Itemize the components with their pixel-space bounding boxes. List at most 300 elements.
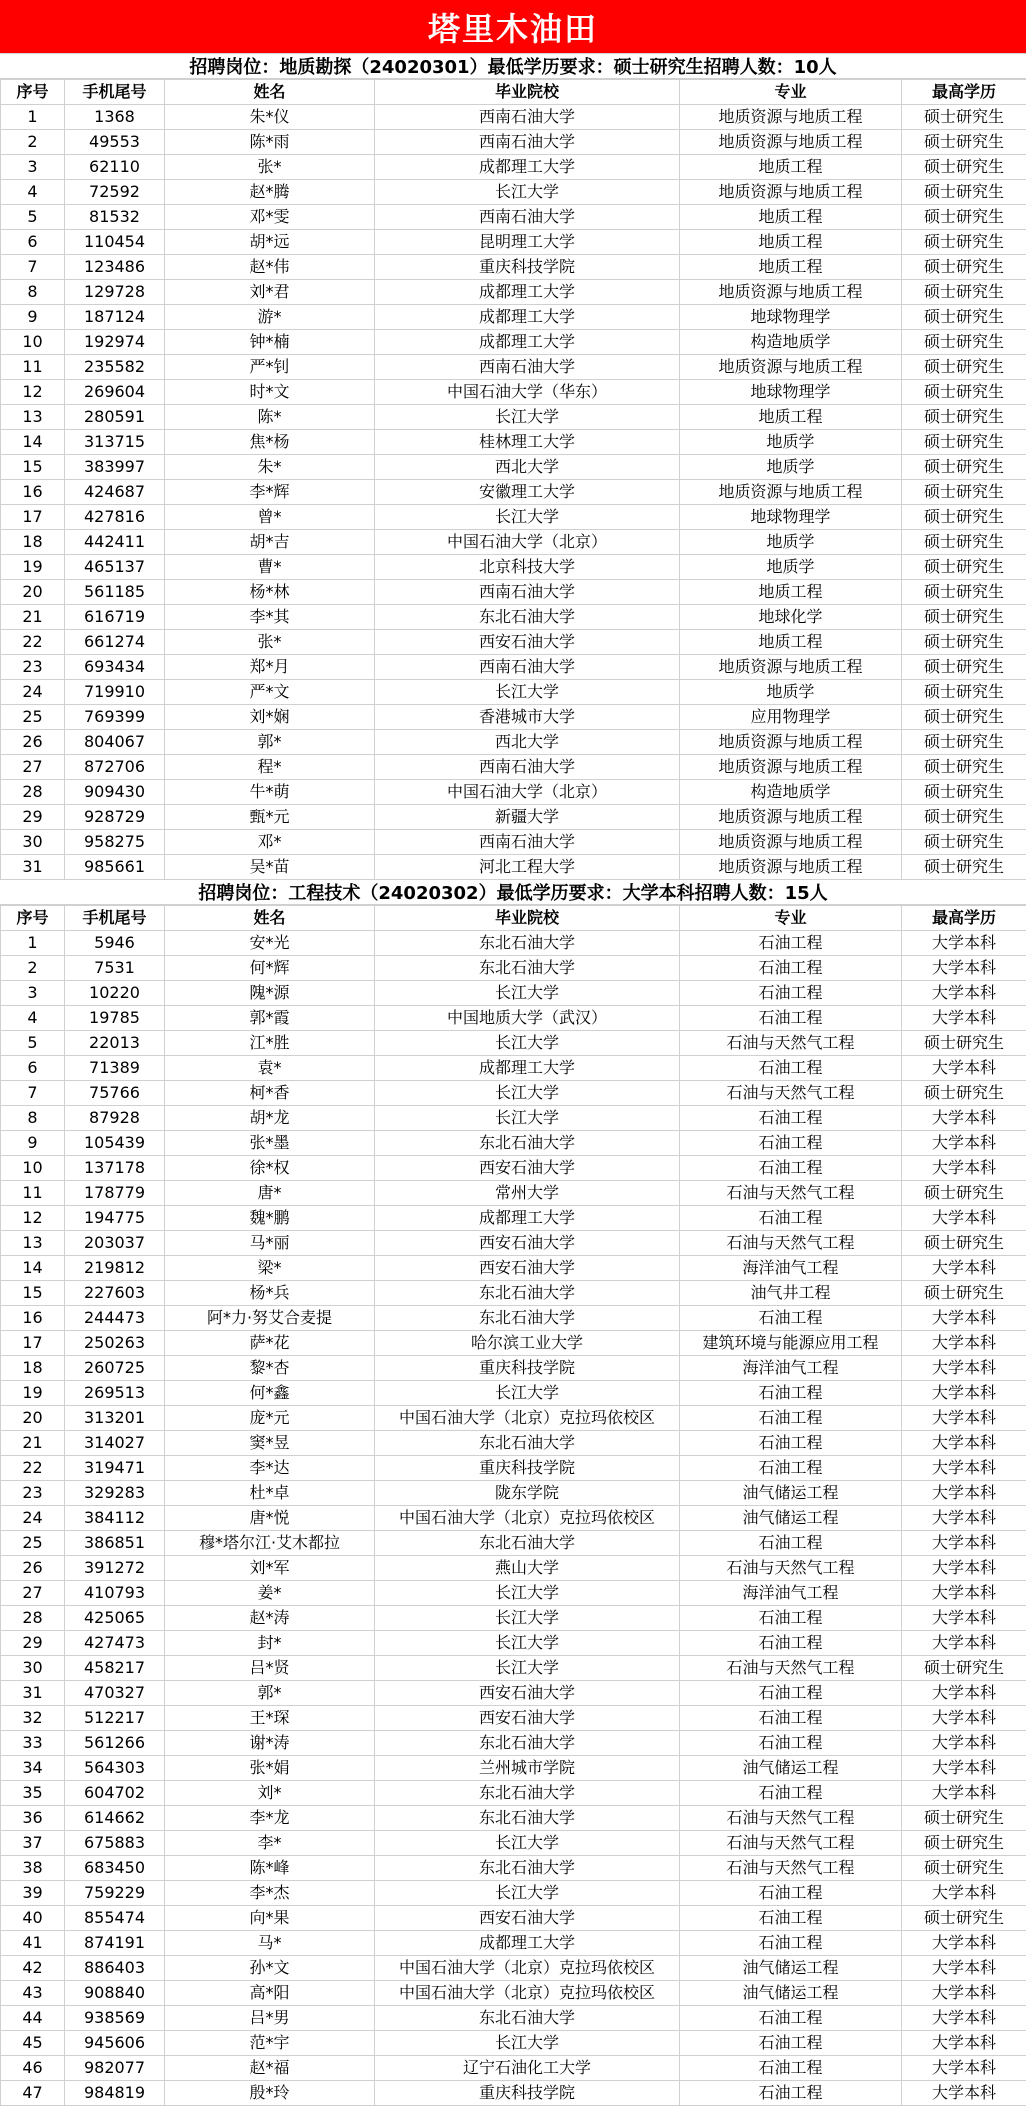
cell-degree: 大学本科 [902, 1756, 1026, 1781]
cell-index: 23 [1, 655, 65, 680]
cell-index: 15 [1, 455, 65, 480]
cell-degree: 大学本科 [902, 1106, 1026, 1131]
cell-degree: 硕士研究生 [902, 1231, 1026, 1256]
cell-phone-suffix: 945606 [65, 2031, 165, 2056]
cell-degree: 硕士研究生 [902, 830, 1026, 855]
cell-school: 中国石油大学（华东） [375, 380, 680, 405]
cell-phone-suffix: 81532 [65, 205, 165, 230]
cell-degree: 大学本科 [902, 1206, 1026, 1231]
cell-degree: 硕士研究生 [902, 1656, 1026, 1681]
cell-name: 李*杰 [165, 1881, 375, 1906]
cell-phone-suffix: 886403 [65, 1956, 165, 1981]
table-row [1, 1356, 1026, 1381]
cell-school: 成都理工大学 [375, 330, 680, 355]
cell-phone-suffix: 313201 [65, 1406, 165, 1431]
table-row [1, 1056, 1026, 1081]
cell-major: 建筑环境与能源应用工程 [680, 1331, 902, 1356]
cell-name: 张*娟 [165, 1756, 375, 1781]
cell-school: 东北石油大学 [375, 1781, 680, 1806]
table-geology [0, 79, 1026, 880]
cell-phone-suffix: 260725 [65, 1356, 165, 1381]
cell-school: 西南石油大学 [375, 655, 680, 680]
cell-phone-suffix: 49553 [65, 130, 165, 155]
cell-major: 石油工程 [680, 1931, 902, 1956]
cell-degree: 硕士研究生 [902, 1856, 1026, 1881]
cell-school: 东北石油大学 [375, 1431, 680, 1456]
cell-school: 燕山大学 [375, 1556, 680, 1581]
cell-name: 牛*萌 [165, 780, 375, 805]
cell-index: 32 [1, 1706, 65, 1731]
cell-phone-suffix: 804067 [65, 730, 165, 755]
cell-name: 程* [165, 755, 375, 780]
cell-major: 石油工程 [680, 1456, 902, 1481]
cell-degree: 硕士研究生 [902, 105, 1026, 130]
cell-school: 长江大学 [375, 1631, 680, 1656]
cell-degree: 硕士研究生 [902, 530, 1026, 555]
cell-phone-suffix: 616719 [65, 605, 165, 630]
cell-school: 长江大学 [375, 981, 680, 1006]
cell-index: 8 [1, 1106, 65, 1131]
cell-name: 黎*杏 [165, 1356, 375, 1381]
cell-phone-suffix: 269604 [65, 380, 165, 405]
cell-major: 石油工程 [680, 1006, 902, 1031]
cell-major: 地质工程 [680, 255, 902, 280]
cell-degree: 大学本科 [902, 1881, 1026, 1906]
cell-school: 长江大学 [375, 1106, 680, 1131]
cell-major: 石油工程 [680, 931, 902, 956]
cell-school: 成都理工大学 [375, 155, 680, 180]
table-row [1, 505, 1026, 530]
cell-index: 9 [1, 305, 65, 330]
cell-major: 石油工程 [680, 1531, 902, 1556]
cell-school: 西安石油大学 [375, 1156, 680, 1181]
cell-major: 石油与天然气工程 [680, 1656, 902, 1681]
cell-school: 长江大学 [375, 1606, 680, 1631]
cell-major: 地质资源与地质工程 [680, 130, 902, 155]
table-row [1, 1481, 1026, 1506]
cell-degree: 硕士研究生 [902, 205, 1026, 230]
cell-index: 23 [1, 1481, 65, 1506]
cell-major: 地质资源与地质工程 [680, 355, 902, 380]
cell-degree: 硕士研究生 [902, 1081, 1026, 1106]
table-row [1, 255, 1026, 280]
cell-index: 6 [1, 230, 65, 255]
cell-degree: 硕士研究生 [902, 280, 1026, 305]
cell-name: 刘* [165, 1781, 375, 1806]
cell-phone-suffix: 410793 [65, 1581, 165, 1606]
cell-index: 33 [1, 1731, 65, 1756]
cell-name: 曾* [165, 505, 375, 530]
table-row [1, 1106, 1026, 1131]
cell-phone-suffix: 105439 [65, 1131, 165, 1156]
table-row [1, 405, 1026, 430]
cell-name: 柯*香 [165, 1081, 375, 1106]
cell-major: 油气储运工程 [680, 1956, 902, 1981]
cell-school: 东北石油大学 [375, 605, 680, 630]
table-row [1, 1331, 1026, 1356]
cell-school: 西安石油大学 [375, 1906, 680, 1931]
cell-school: 重庆科技学院 [375, 1456, 680, 1481]
cell-degree: 大学本科 [902, 1056, 1026, 1081]
cell-name: 吕*男 [165, 2006, 375, 2031]
cell-degree: 硕士研究生 [902, 505, 1026, 530]
cell-name: 高*阳 [165, 1981, 375, 2006]
cell-index: 19 [1, 1381, 65, 1406]
cell-school: 安徽理工大学 [375, 480, 680, 505]
cell-major: 石油工程 [680, 1706, 902, 1731]
table-row [1, 480, 1026, 505]
cell-phone-suffix: 561185 [65, 580, 165, 605]
cell-phone-suffix: 928729 [65, 805, 165, 830]
cell-phone-suffix: 719910 [65, 680, 165, 705]
section-heading-geology: 招聘岗位：地质勘探（24020301）最低学历要求：硕士研究生招聘人数：10人 [0, 54, 1026, 79]
cell-phone-suffix: 178779 [65, 1181, 165, 1206]
cell-index: 28 [1, 780, 65, 805]
cell-major: 石油工程 [680, 1206, 902, 1231]
cell-name: 焦*杨 [165, 430, 375, 455]
cell-degree: 大学本科 [902, 1456, 1026, 1481]
cell-index: 7 [1, 1081, 65, 1106]
cell-phone-suffix: 19785 [65, 1006, 165, 1031]
cell-index: 22 [1, 1456, 65, 1481]
cell-degree: 硕士研究生 [902, 330, 1026, 355]
cell-name: 王*琛 [165, 1706, 375, 1731]
cell-school: 辽宁石油化工大学 [375, 2056, 680, 2081]
table-row [1, 1506, 1026, 1531]
cell-major: 地球物理学 [680, 380, 902, 405]
col-header-name: 姓名 [165, 80, 375, 105]
cell-name: 殷*玲 [165, 2081, 375, 2106]
cell-major: 海洋油气工程 [680, 1256, 902, 1281]
cell-name: 陈* [165, 405, 375, 430]
col-header-phone: 手机尾号 [65, 80, 165, 105]
cell-phone-suffix: 187124 [65, 305, 165, 330]
table-row [1, 1406, 1026, 1431]
cell-name: 李*其 [165, 605, 375, 630]
cell-name: 甄*元 [165, 805, 375, 830]
cell-degree: 大学本科 [902, 931, 1026, 956]
cell-index: 46 [1, 2056, 65, 2081]
cell-major: 地质学 [680, 680, 902, 705]
cell-degree: 硕士研究生 [902, 480, 1026, 505]
table-row [1, 205, 1026, 230]
cell-school: 成都理工大学 [375, 280, 680, 305]
cell-degree: 大学本科 [902, 1781, 1026, 1806]
cell-name: 袁* [165, 1056, 375, 1081]
table-row [1, 1381, 1026, 1406]
cell-major: 地质工程 [680, 580, 902, 605]
cell-index: 15 [1, 1281, 65, 1306]
cell-phone-suffix: 465137 [65, 555, 165, 580]
cell-major: 地质资源与地质工程 [680, 855, 902, 880]
cell-name: 郑*月 [165, 655, 375, 680]
cell-degree: 大学本科 [902, 1681, 1026, 1706]
table-row [1, 2081, 1026, 2106]
table-body-engineering [1, 931, 1026, 2106]
cell-index: 41 [1, 1931, 65, 1956]
col-header-index: 序号 [1, 80, 65, 105]
cell-major: 石油工程 [680, 1106, 902, 1131]
cell-major: 石油工程 [680, 1431, 902, 1456]
cell-index: 47 [1, 2081, 65, 2106]
table-row [1, 555, 1026, 580]
table-row [1, 1906, 1026, 1931]
cell-major: 地质工程 [680, 630, 902, 655]
cell-school: 香港城市大学 [375, 705, 680, 730]
cell-school: 西安石油大学 [375, 1231, 680, 1256]
cell-index: 4 [1, 180, 65, 205]
cell-index: 12 [1, 1206, 65, 1231]
table-row [1, 1131, 1026, 1156]
table-row [1, 1931, 1026, 1956]
cell-degree: 大学本科 [902, 2031, 1026, 2056]
cell-school: 西安石油大学 [375, 1706, 680, 1731]
cell-index: 4 [1, 1006, 65, 1031]
cell-name: 胡*吉 [165, 530, 375, 555]
table-row [1, 1081, 1026, 1106]
cell-index: 26 [1, 1556, 65, 1581]
col-header-school: 毕业院校 [375, 906, 680, 931]
cell-major: 地质资源与地质工程 [680, 105, 902, 130]
cell-degree: 大学本科 [902, 1306, 1026, 1331]
cell-index: 38 [1, 1856, 65, 1881]
cell-degree: 大学本科 [902, 1331, 1026, 1356]
cell-major: 石油工程 [680, 1381, 902, 1406]
cell-major: 海洋油气工程 [680, 1356, 902, 1381]
cell-major: 地质资源与地质工程 [680, 755, 902, 780]
table-row [1, 530, 1026, 555]
cell-school: 中国石油大学（北京）克拉玛依校区 [375, 1506, 680, 1531]
table-row [1, 1956, 1026, 1981]
cell-phone-suffix: 938569 [65, 2006, 165, 2031]
cell-major: 地质资源与地质工程 [680, 280, 902, 305]
cell-name: 萨*花 [165, 1331, 375, 1356]
cell-major: 石油工程 [680, 1056, 902, 1081]
table-row [1, 1981, 1026, 2006]
cell-degree: 硕士研究生 [902, 305, 1026, 330]
cell-degree: 硕士研究生 [902, 630, 1026, 655]
cell-phone-suffix: 203037 [65, 1231, 165, 1256]
cell-index: 6 [1, 1056, 65, 1081]
table-row [1, 1431, 1026, 1456]
cell-index: 16 [1, 1306, 65, 1331]
table-row [1, 230, 1026, 255]
cell-index: 20 [1, 1406, 65, 1431]
cell-phone-suffix: 874191 [65, 1931, 165, 1956]
cell-major: 油气储运工程 [680, 1481, 902, 1506]
cell-name: 赵*涛 [165, 1606, 375, 1631]
table-row [1, 780, 1026, 805]
cell-name: 陈*雨 [165, 130, 375, 155]
cell-degree: 大学本科 [902, 1706, 1026, 1731]
cell-school: 东北石油大学 [375, 1806, 680, 1831]
cell-school: 东北石油大学 [375, 1281, 680, 1306]
cell-school: 长江大学 [375, 1656, 680, 1681]
cell-phone-suffix: 769399 [65, 705, 165, 730]
page-title: 塔里木油田 [0, 0, 1026, 54]
cell-school: 东北石油大学 [375, 1856, 680, 1881]
cell-name: 朱*仪 [165, 105, 375, 130]
cell-school: 成都理工大学 [375, 1206, 680, 1231]
cell-index: 29 [1, 1631, 65, 1656]
cell-index: 18 [1, 1356, 65, 1381]
cell-index: 11 [1, 1181, 65, 1206]
cell-index: 36 [1, 1806, 65, 1831]
cell-index: 22 [1, 630, 65, 655]
table-row [1, 755, 1026, 780]
cell-degree: 硕士研究生 [902, 405, 1026, 430]
cell-phone-suffix: 424687 [65, 480, 165, 505]
cell-phone-suffix: 319471 [65, 1456, 165, 1481]
cell-major: 地质工程 [680, 155, 902, 180]
table-row [1, 1881, 1026, 1906]
cell-phone-suffix: 72592 [65, 180, 165, 205]
cell-phone-suffix: 280591 [65, 405, 165, 430]
col-header-name: 姓名 [165, 906, 375, 931]
cell-index: 19 [1, 555, 65, 580]
cell-index: 12 [1, 380, 65, 405]
cell-degree: 大学本科 [902, 1531, 1026, 1556]
cell-major: 地质学 [680, 455, 902, 480]
cell-degree: 硕士研究生 [902, 1831, 1026, 1856]
cell-degree: 大学本科 [902, 1731, 1026, 1756]
cell-degree: 大学本科 [902, 1581, 1026, 1606]
cell-major: 石油与天然气工程 [680, 1806, 902, 1831]
cell-school: 西南石油大学 [375, 580, 680, 605]
cell-index: 25 [1, 705, 65, 730]
cell-major: 地质学 [680, 430, 902, 455]
cell-degree: 大学本科 [902, 1956, 1026, 1981]
cell-degree: 大学本科 [902, 1431, 1026, 1456]
cell-school: 北京科技大学 [375, 555, 680, 580]
table-row [1, 330, 1026, 355]
cell-major: 石油工程 [680, 1881, 902, 1906]
cell-major: 地质资源与地质工程 [680, 830, 902, 855]
cell-phone-suffix: 227603 [65, 1281, 165, 1306]
cell-phone-suffix: 458217 [65, 1656, 165, 1681]
cell-degree: 硕士研究生 [902, 655, 1026, 680]
cell-index: 30 [1, 1656, 65, 1681]
cell-name: 刘*君 [165, 280, 375, 305]
cell-phone-suffix: 470327 [65, 1681, 165, 1706]
table-row [1, 1831, 1026, 1856]
cell-school: 新疆大学 [375, 805, 680, 830]
cell-name: 郭* [165, 730, 375, 755]
cell-degree: 大学本科 [902, 1481, 1026, 1506]
cell-index: 40 [1, 1906, 65, 1931]
cell-degree: 大学本科 [902, 1131, 1026, 1156]
cell-major: 油气储运工程 [680, 1756, 902, 1781]
cell-index: 39 [1, 1881, 65, 1906]
col-header-school: 毕业院校 [375, 80, 680, 105]
cell-school: 重庆科技学院 [375, 1356, 680, 1381]
cell-name: 梁* [165, 1256, 375, 1281]
col-header-major: 专业 [680, 906, 902, 931]
cell-name: 江*胜 [165, 1031, 375, 1056]
cell-school: 西安石油大学 [375, 1256, 680, 1281]
cell-phone-suffix: 75766 [65, 1081, 165, 1106]
cell-degree: 硕士研究生 [902, 380, 1026, 405]
cell-major: 构造地质学 [680, 330, 902, 355]
cell-school: 陇东学院 [375, 1481, 680, 1506]
cell-phone-suffix: 614662 [65, 1806, 165, 1831]
cell-school: 长江大学 [375, 680, 680, 705]
cell-name: 李*辉 [165, 480, 375, 505]
cell-name: 李* [165, 1831, 375, 1856]
cell-school: 长江大学 [375, 1081, 680, 1106]
table-row [1, 155, 1026, 180]
cell-name: 严*钊 [165, 355, 375, 380]
cell-phone-suffix: 985661 [65, 855, 165, 880]
cell-phone-suffix: 693434 [65, 655, 165, 680]
cell-degree: 大学本科 [902, 2006, 1026, 2031]
table-row [1, 1681, 1026, 1706]
cell-phone-suffix: 71389 [65, 1056, 165, 1081]
table-row [1, 1731, 1026, 1756]
cell-degree: 大学本科 [902, 1256, 1026, 1281]
cell-degree: 硕士研究生 [902, 255, 1026, 280]
table-row [1, 1231, 1026, 1256]
cell-school: 西安石油大学 [375, 1681, 680, 1706]
cell-phone-suffix: 675883 [65, 1831, 165, 1856]
cell-major: 石油与天然气工程 [680, 1856, 902, 1881]
cell-major: 地质学 [680, 530, 902, 555]
cell-school: 西南石油大学 [375, 205, 680, 230]
cell-name: 游* [165, 305, 375, 330]
cell-name: 时*文 [165, 380, 375, 405]
cell-school: 东北石油大学 [375, 956, 680, 981]
cell-school: 成都理工大学 [375, 1056, 680, 1081]
cell-phone-suffix: 512217 [65, 1706, 165, 1731]
cell-index: 2 [1, 130, 65, 155]
table-row [1, 1031, 1026, 1056]
cell-major: 石油工程 [680, 1131, 902, 1156]
cell-school: 中国石油大学（北京） [375, 780, 680, 805]
cell-degree: 大学本科 [902, 1156, 1026, 1181]
cell-phone-suffix: 235582 [65, 355, 165, 380]
cell-school: 西南石油大学 [375, 105, 680, 130]
cell-phone-suffix: 219812 [65, 1256, 165, 1281]
cell-school: 长江大学 [375, 405, 680, 430]
cell-name: 唐* [165, 1181, 375, 1206]
cell-school: 河北工程大学 [375, 855, 680, 880]
cell-phone-suffix: 604702 [65, 1781, 165, 1806]
cell-phone-suffix: 564303 [65, 1756, 165, 1781]
cell-name: 杨*林 [165, 580, 375, 605]
table-row [1, 1556, 1026, 1581]
cell-school: 西南石油大学 [375, 755, 680, 780]
cell-index: 28 [1, 1606, 65, 1631]
cell-phone-suffix: 62110 [65, 155, 165, 180]
cell-phone-suffix: 909430 [65, 780, 165, 805]
cell-phone-suffix: 661274 [65, 630, 165, 655]
table-row [1, 1281, 1026, 1306]
cell-index: 37 [1, 1831, 65, 1856]
cell-name: 封* [165, 1631, 375, 1656]
cell-school: 昆明理工大学 [375, 230, 680, 255]
cell-name: 邓*雯 [165, 205, 375, 230]
cell-degree: 硕士研究生 [902, 580, 1026, 605]
table-row [1, 1756, 1026, 1781]
cell-name: 邓* [165, 830, 375, 855]
table-row [1, 355, 1026, 380]
cell-degree: 大学本科 [902, 2056, 1026, 2081]
cell-degree: 硕士研究生 [902, 155, 1026, 180]
cell-degree: 硕士研究生 [902, 430, 1026, 455]
cell-name: 张* [165, 155, 375, 180]
cell-degree: 大学本科 [902, 1556, 1026, 1581]
cell-phone-suffix: 386851 [65, 1531, 165, 1556]
